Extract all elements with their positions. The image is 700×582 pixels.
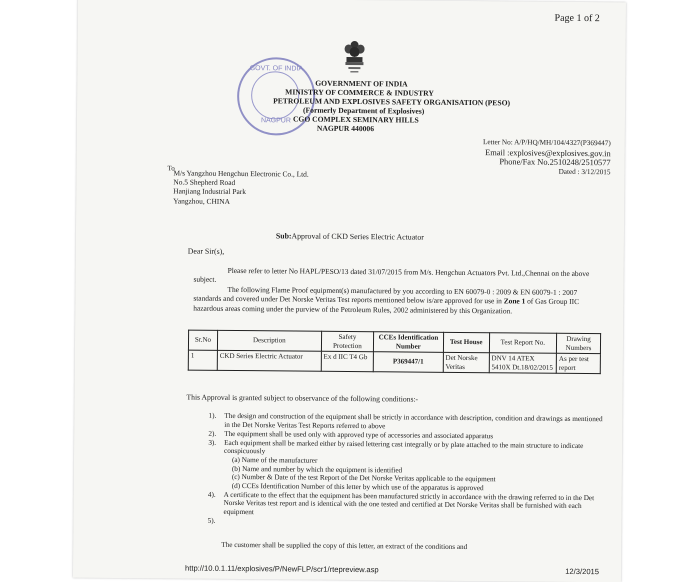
page-number: Page 1 of 2: [554, 12, 600, 25]
national-emblem-icon: [343, 40, 365, 74]
condition-item: [190, 438, 604, 493]
conditions-list: [189, 411, 604, 525]
zone-label: Zone 1: [503, 296, 526, 306]
header-safety-protection: Safety Protection: [321, 331, 374, 351]
org-line-city: NAGPUR 440006: [316, 123, 375, 134]
org-line-peso: PETROLEUM AND EXPLOSIVES SAFETY ORGANISATION (PESO): [273, 96, 511, 108]
reference-block: [483, 138, 611, 177]
address-line-city: Yangzhou, CHINA: [173, 196, 231, 206]
cell-test-house: Det Norske Veritas: [443, 352, 489, 372]
condition-item: [189, 490, 603, 519]
address-line-company: M/s Yangzhou Hengchun Electronic Co., Ltd.: [173, 168, 309, 179]
salutation: Dear Sir(s),: [187, 246, 225, 256]
condition-text: Each equipment shall be marked either by raised lettering cast integrally or by plate attached to the main structure to indicate conspicuously: [224, 438, 584, 456]
marking-sub-item: (d) CCEs Identification Number of this letter by which use of the apparatus is approved: [231, 481, 484, 492]
closing-text: The customer shall be supplied the copy of this letter, an extract of the conditions and: [221, 540, 468, 552]
condition-text: A certificate to the effect that the equipment has been manufactured strictly in accordance with the drawing referred to in the Det Norske Veritas test report and is identical with the one tested and certified at Det Norske Veritas shall be furnished with each equipment: [223, 490, 595, 517]
email-line: Email :explosives@explosives.gov.in: [485, 147, 611, 158]
phone-line: Phone/Fax No.2510248/2510577: [499, 157, 611, 168]
org-line-formerly: (Formerly Department of Explosives): [302, 105, 425, 116]
footer-date: 12/3/2015: [565, 566, 600, 577]
dated-line: Dated : 3/12/2015: [558, 167, 611, 176]
paragraph-approval: [193, 285, 603, 317]
condition-number: 4).: [207, 490, 216, 499]
header-drawing-numbers: Drawing Numbers: [556, 333, 600, 353]
table-row: [188, 350, 600, 374]
cell-cces-id: P369447/1: [373, 352, 443, 373]
header-test-report: Test Report No.: [489, 333, 557, 354]
org-line-ministry: MINISTRY OF COMMERCE & INDUSTRY: [285, 87, 434, 98]
header-cces-id: CCEs Identification Number: [374, 332, 444, 353]
equipment-table: [188, 330, 601, 375]
cell-test-report: DNV 14 ATEX 5410X Dt.18/02/2015: [489, 353, 557, 374]
cell-sr-no: 1: [188, 350, 217, 370]
paragraph-reference: Please refer to letter No HAPL/PESO/13 dated 31/07/2015 from M/s. Hengchun Actuators Pvt. Ltd.,Chennai on the above subject.: [193, 265, 590, 285]
footer-url: http://10.0.1.11/explosives/P/NewFLP/scr1/rtepreview.asp: [184, 563, 379, 575]
cell-description: CKD Series Electric Actuator: [217, 350, 321, 371]
seal-text-bottom: NAGPUR: [260, 117, 291, 125]
paragraph-approval-after: of Gas Group IIC hazardous areas coming under the purview of the Petroleum Rules, 2002 administered by this Organization.: [193, 296, 580, 316]
condition-number: 1).: [208, 411, 217, 420]
header-test-house: Test House: [443, 332, 489, 352]
address-line-park: Hanjiang Industrial Park: [173, 186, 247, 197]
to-label: To: [167, 164, 175, 173]
marking-sub-item: (b) Name and number by which the equipment is identified: [231, 464, 403, 475]
header-description: Description: [217, 330, 321, 351]
condition-text: The design and construction of the equipment shall be strictly in accordance with description, condition and drawings as mentioned in the Det Norske Veritas Test Reports referred to above: [224, 411, 603, 430]
condition-number: 3).: [208, 438, 217, 447]
seal-text-top: GOVT. OF INDIA: [249, 65, 304, 73]
recipient-address: [167, 164, 309, 206]
cell-safety-protection: Ex d IIC T4 Gb: [321, 351, 374, 371]
letter-page: [73, 0, 626, 582]
header-sr-no: Sr.No: [188, 330, 217, 350]
condition-number: 2).: [208, 429, 217, 438]
paragraph-approval-before: The following Flame Proof equipment(s) manufactured by you according to EN 60079-0 : 2009 & EN 60079-1 : 2007 standards and covered under Det Norske Veritas Test reports mentioned below is/are approved for use in: [193, 284, 578, 306]
org-line-complex: CGO COMPLEX SEMINARY HILLS: [292, 114, 419, 125]
subject-line: [276, 231, 424, 241]
letter-number: Letter No: A/P/HQ/MH/104/4327(P369447): [482, 138, 611, 148]
marking-sub-item: (a) Name of the manufacturer: [231, 455, 318, 465]
condition-number: 5).: [207, 516, 216, 525]
address-line-street: No.5 Shepherd Road: [173, 177, 236, 188]
organization-header: [273, 78, 511, 134]
grant-statement: This Approval is granted subject to observance of the following conditions:-: [186, 392, 419, 404]
subject-label: Sub:: [275, 231, 292, 241]
marking-sub-item: (c) Number & Date of the test Report of the Det Norske Veritas applicable to the equipment: [231, 473, 496, 484]
cell-drawing-numbers: As per test report: [556, 353, 600, 373]
subject-text: Approval of CKD Series Electric Actuator: [291, 231, 424, 242]
condition-text: The equipment shall be used only with approved type of accessories and associated apparatus: [224, 429, 494, 440]
org-line-government: GOVERNMENT OF INDIA: [315, 78, 408, 89]
